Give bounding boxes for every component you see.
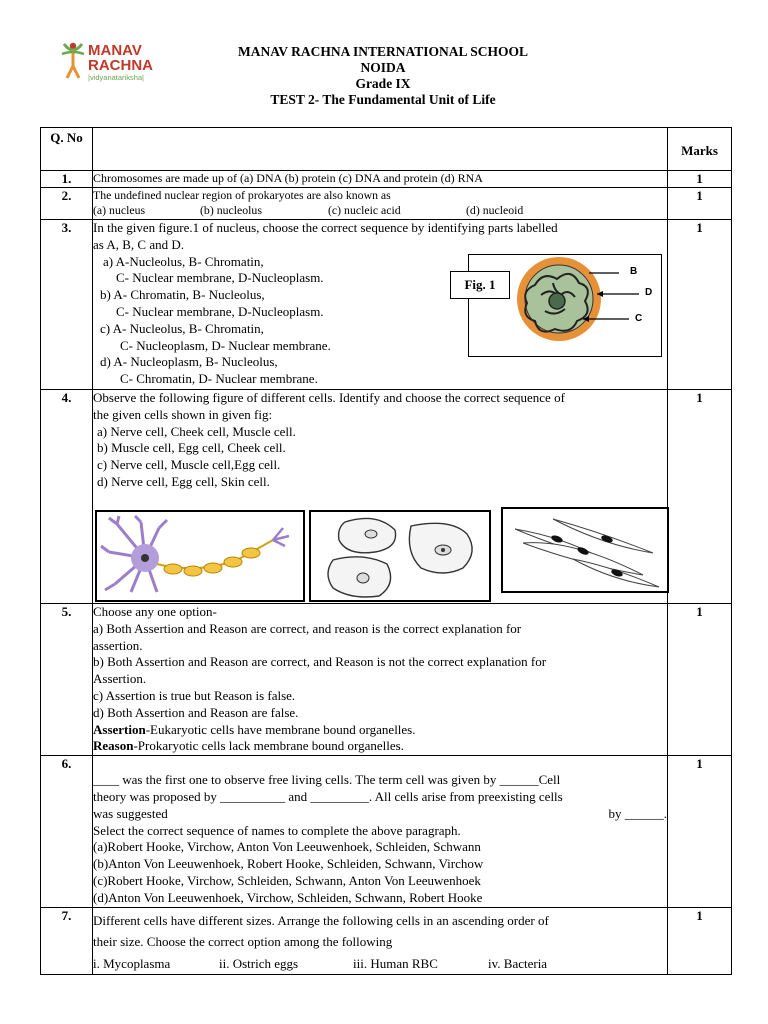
option-iii: iii. Human RBC <box>353 955 438 971</box>
muscle-cell-image <box>501 507 669 593</box>
option-ii: ii. Ostrich eggs <box>219 955 299 971</box>
option-b: b) Both Assertion and Reason are correct, and Reason is not the correct explanation for <box>93 654 547 670</box>
reason-text: -Prokaryotic cells lack membrane bound organelles. <box>133 738 404 754</box>
option-iv: iv. Bacteria <box>488 955 548 971</box>
label-c: C <box>635 313 643 324</box>
option-b-cont: C- Nuclear membrane, D-Nucleoplasm. <box>116 303 324 319</box>
question-table <box>40 127 732 975</box>
question-line: the given cells shown in given fig: <box>93 406 273 422</box>
question-line: Select the correct sequence of names to complete the above paragraph. <box>93 822 461 838</box>
question-number: 6. <box>41 756 93 907</box>
logo-text-rachna: RACHNA <box>88 57 153 74</box>
question-text <box>93 390 668 604</box>
question-line: The undefined nuclear region of prokaryotes are also known as <box>93 188 391 202</box>
option-c: (c) nucleic acid <box>328 203 401 217</box>
question-row-7 <box>41 907 732 975</box>
option-d: d) Both Assertion and Reason are false. <box>93 704 299 720</box>
question-line: Different cells have different sizes. Arrange the following cells in an ascending order of <box>93 912 549 928</box>
question-text <box>93 756 668 907</box>
table-header-row <box>41 128 732 171</box>
question-number: 4. <box>41 390 93 604</box>
option-i: i. Mycoplasma <box>93 955 171 971</box>
question-number: 3. <box>41 220 93 390</box>
option-a: a) Nerve cell, Cheek cell, Muscle cell. <box>97 423 296 439</box>
question-marks: 1 <box>668 756 732 907</box>
school-city: NOIDA <box>360 60 406 75</box>
question-row-3 <box>41 220 732 390</box>
question-marks: 1 <box>668 604 732 756</box>
question-line: ____ was the first one to observe free living cells. The term cell was given by ______Cell <box>93 772 561 788</box>
option-d: (d) nucleoid <box>466 203 524 217</box>
option-c: c) A- Nucleolus, B- Chromatin, <box>100 320 264 336</box>
option-a-cont: assertion. <box>93 637 143 653</box>
cheek-cell-image <box>309 510 491 602</box>
option-row <box>93 203 667 218</box>
option-row <box>93 953 667 975</box>
assertion-text: -Eukaryotic cells have membrane bound organelles. <box>145 721 416 737</box>
marks-header: Marks <box>668 128 732 171</box>
option-b: b) Muscle cell, Egg cell, Cheek cell. <box>97 440 286 456</box>
reason-label: Reason <box>93 738 134 754</box>
qno-header: Q. No <box>41 128 93 171</box>
nerve-cell-image <box>95 510 305 602</box>
question-row-2 <box>41 188 732 220</box>
question-marks: 1 <box>668 171 732 188</box>
option-d: d) A- Nucleoplasm, B- Nucleolus, <box>100 354 278 370</box>
option-b: (b) nucleolus <box>200 203 262 217</box>
option-d: (d)Anton Von Leeuwenhoek, Virchow, Schleiden, Schwann, Robert Hooke <box>93 889 483 905</box>
reason-line <box>93 738 667 755</box>
option-a: a) A-Nucleolus, B- Chromatin, <box>103 253 264 269</box>
option-a-cont: C- Nuclear membrane, D-Nucleoplasm. <box>116 270 324 286</box>
question-marks: 1 <box>668 390 732 604</box>
logo-text-manav: MANAV <box>88 42 142 59</box>
question-line: Observe the following figure of different cells. Identify and choose the correct sequence of <box>93 390 565 405</box>
school-name: MANAV RACHNA INTERNATIONAL SCHOOL <box>238 44 528 59</box>
option-b: b) A- Chromatin, B- Nucleolus, <box>100 287 265 303</box>
question-line: In the given figure.1 of nucleus, choose the correct sequence by identifying parts labelled <box>93 220 558 235</box>
question-line: was suggested by ______. <box>93 805 667 821</box>
option-a: (a) nucleus <box>93 203 146 217</box>
grade: Grade IX <box>355 76 411 91</box>
nucleus-figure-frame <box>468 254 662 357</box>
option-d: d) Nerve cell, Egg cell, Skin cell. <box>97 473 270 489</box>
logo-tagline: |vidyanatariksha| <box>88 73 145 82</box>
question-text <box>93 188 668 220</box>
option-c: (c)Robert Hooke, Virchow, Schleiden, Schwann, Anton Von Leeuwenhoek <box>93 872 481 888</box>
question-row-5 <box>41 604 732 756</box>
question-row-6 <box>41 756 732 907</box>
test-title: TEST 2- The Fundamental Unit of Life <box>270 92 496 107</box>
question-text: Chromosomes are made up of (a) DNA (b) protein (c) DNA and protein (d) RNA <box>93 171 668 188</box>
question-number: 1. <box>41 171 93 188</box>
figure-label: Fig. 1 <box>450 271 510 299</box>
label-b: B <box>630 266 638 277</box>
question-marks: 1 <box>668 188 732 220</box>
question-number: 7. <box>41 907 93 975</box>
assertion-line <box>93 722 667 739</box>
option-a: (a)Robert Hooke, Virchow, Anton Von Leeuwenhoek, Schleiden, Schwann <box>93 839 481 855</box>
question-line: theory was proposed by __________ and _________. All cells arise from preexisting cells <box>93 788 563 804</box>
option-c: c) Assertion is true but Reason is false. <box>93 687 296 703</box>
question-line: their size. Choose the correct option among the following <box>93 934 393 950</box>
option-b-cont: Assertion. <box>93 671 147 687</box>
option-b: (b)Anton Von Leeuwenhoek, Robert Hooke, Schleiden, Schwann, Virchow <box>93 856 484 872</box>
option-d-cont: C- Chromatin, D- Nuclear membrane. <box>120 371 318 387</box>
option-a: a) Both Assertion and Reason are correct, and reason is the correct explanation for <box>93 620 522 636</box>
question-row-1 <box>41 171 732 188</box>
logo-figure-icon <box>62 43 84 78</box>
question-marks: 1 <box>668 220 732 390</box>
question-number: 5. <box>41 604 93 756</box>
question-text <box>93 907 668 975</box>
option-c: c) Nerve cell, Muscle cell,Egg cell. <box>97 457 281 473</box>
question-row-4 <box>41 390 732 604</box>
question-text <box>93 604 668 756</box>
question-marks: 1 <box>668 907 732 975</box>
document-header <box>150 44 616 108</box>
label-d: D <box>645 287 653 298</box>
question-text <box>93 220 668 390</box>
option-c-cont: C- Nucleoplasm, D- Nuclear membrane. <box>120 337 331 353</box>
assertion-label: Assertion <box>93 721 146 737</box>
question-number: 2. <box>41 188 93 220</box>
question-line: Choose any one option- <box>93 604 217 619</box>
question-line: as A, B, C and D. <box>93 236 184 252</box>
